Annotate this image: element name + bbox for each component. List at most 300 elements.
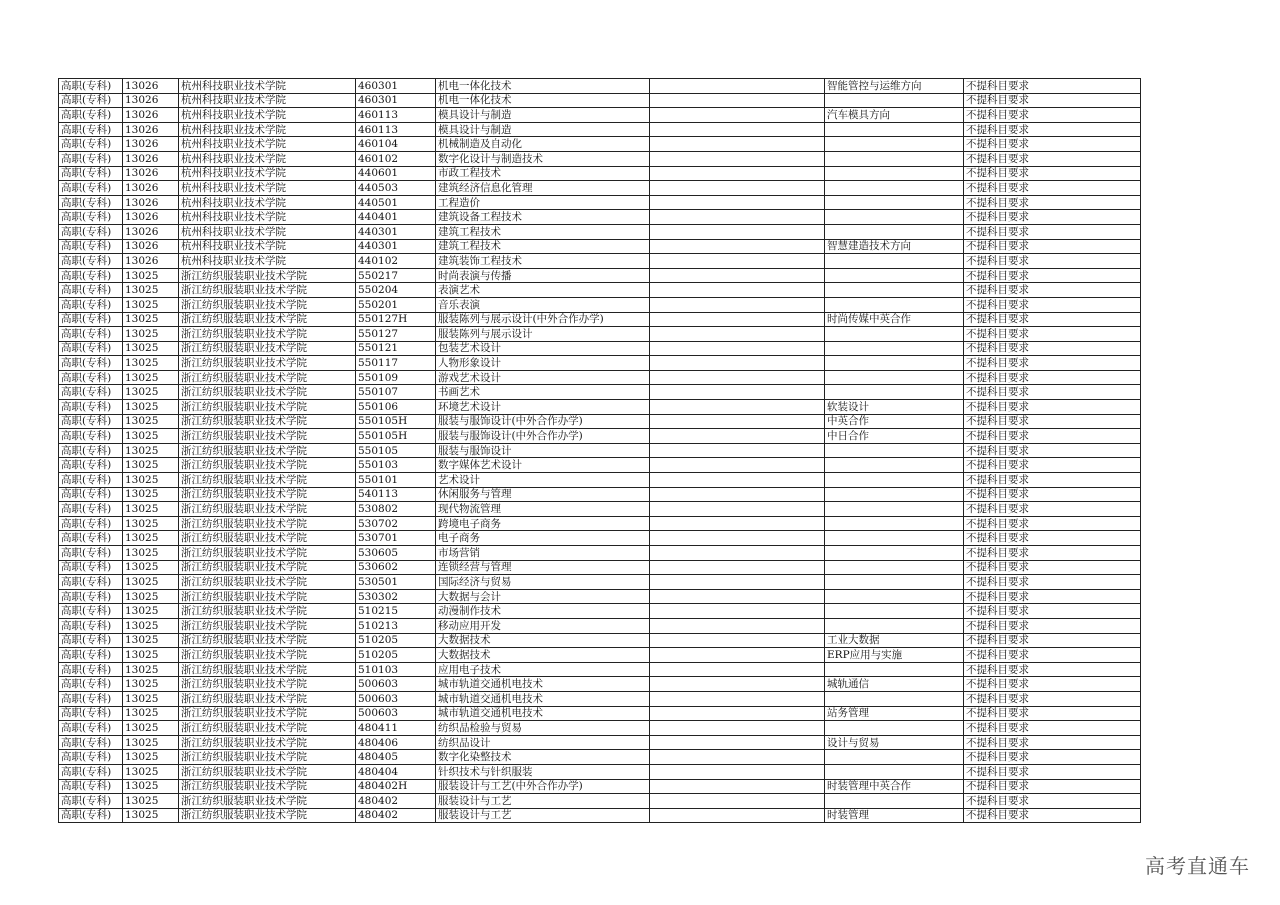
- cell-major-code: 550105H: [356, 429, 436, 444]
- cell-blank: [650, 385, 825, 400]
- cell-level: 高职(专科): [59, 648, 123, 663]
- cell-major-name: 书画艺术: [436, 385, 650, 400]
- cell-direction: [825, 589, 964, 604]
- cell-major-name: 游戏艺术设计: [436, 370, 650, 385]
- table-row: [59, 662, 1141, 677]
- cell-subject-requirement: 不提科目要求: [964, 677, 1141, 692]
- cell-subject-requirement: 不提科目要求: [964, 224, 1141, 239]
- cell-blank: [650, 414, 825, 429]
- table-row: [59, 137, 1141, 152]
- cell-blank: [650, 224, 825, 239]
- cell-level: 高职(专科): [59, 151, 123, 166]
- table-row: [59, 560, 1141, 575]
- cell-direction: [825, 575, 964, 590]
- cell-blank: [650, 400, 825, 415]
- cell-major-name: 大数据与会计: [436, 589, 650, 604]
- cell-major-name: 国际经济与贸易: [436, 575, 650, 590]
- cell-direction: [825, 195, 964, 210]
- watermark-text: 高考直通车: [1145, 854, 1250, 878]
- cell-level: 高职(专科): [59, 385, 123, 400]
- cell-school-name: 浙江纺织服装职业技术学院: [179, 575, 356, 590]
- table-row: [59, 79, 1141, 94]
- cell-subject-requirement: 不提科目要求: [964, 808, 1141, 823]
- cell-major-code: 440503: [356, 181, 436, 196]
- cell-major-code: 530701: [356, 531, 436, 546]
- cell-blank: [650, 297, 825, 312]
- cell-school-code: 13025: [123, 458, 179, 473]
- cell-subject-requirement: 不提科目要求: [964, 779, 1141, 794]
- table-row: [59, 546, 1141, 561]
- cell-major-name: 建筑工程技术: [436, 239, 650, 254]
- cell-subject-requirement: 不提科目要求: [964, 458, 1141, 473]
- cell-school-name: 浙江纺织服装职业技术学院: [179, 283, 356, 298]
- table-row: [59, 166, 1141, 181]
- cell-school-name: 浙江纺织服装职业技术学院: [179, 677, 356, 692]
- cell-school-name: 浙江纺织服装职业技术学院: [179, 516, 356, 531]
- cell-direction: [825, 151, 964, 166]
- cell-level: 高职(专科): [59, 93, 123, 108]
- cell-blank: [650, 370, 825, 385]
- cell-direction: 中日合作: [825, 429, 964, 444]
- cell-major-code: 510205: [356, 633, 436, 648]
- cell-blank: [650, 633, 825, 648]
- cell-direction: 智能管控与运维方向: [825, 79, 964, 94]
- table-row: [59, 122, 1141, 137]
- cell-major-code: 550103: [356, 458, 436, 473]
- cell-major-name: 动漫制作技术: [436, 604, 650, 619]
- cell-major-name: 休闲服务与管理: [436, 487, 650, 502]
- cell-blank: [650, 93, 825, 108]
- cell-blank: [650, 648, 825, 663]
- cell-direction: [825, 604, 964, 619]
- cell-level: 高职(专科): [59, 327, 123, 342]
- cell-school-code: 13025: [123, 487, 179, 502]
- cell-blank: [650, 531, 825, 546]
- cell-subject-requirement: 不提科目要求: [964, 429, 1141, 444]
- cell-school-name: 浙江纺织服装职业技术学院: [179, 648, 356, 663]
- cell-direction: [825, 443, 964, 458]
- cell-major-name: 机电一体化技术: [436, 79, 650, 94]
- cell-level: 高职(专科): [59, 429, 123, 444]
- cell-school-code: 13025: [123, 575, 179, 590]
- cell-school-name: 浙江纺织服装职业技术学院: [179, 297, 356, 312]
- cell-subject-requirement: 不提科目要求: [964, 195, 1141, 210]
- cell-major-code: 550121: [356, 341, 436, 356]
- cell-major-code: 460104: [356, 137, 436, 152]
- cell-blank: [650, 808, 825, 823]
- cell-subject-requirement: 不提科目要求: [964, 312, 1141, 327]
- cell-direction: [825, 166, 964, 181]
- cell-subject-requirement: 不提科目要求: [964, 487, 1141, 502]
- cell-blank: [650, 516, 825, 531]
- table-row: [59, 327, 1141, 342]
- cell-major-code: 550117: [356, 356, 436, 371]
- cell-school-code: 13025: [123, 400, 179, 415]
- cell-level: 高职(专科): [59, 268, 123, 283]
- cell-school-code: 13025: [123, 648, 179, 663]
- cell-level: 高职(专科): [59, 210, 123, 225]
- cell-subject-requirement: 不提科目要求: [964, 750, 1141, 765]
- cell-level: 高职(专科): [59, 735, 123, 750]
- cell-school-code: 13026: [123, 224, 179, 239]
- cell-subject-requirement: 不提科目要求: [964, 210, 1141, 225]
- cell-subject-requirement: 不提科目要求: [964, 79, 1141, 94]
- table-row: [59, 589, 1141, 604]
- cell-school-code: 13026: [123, 93, 179, 108]
- cell-level: 高职(专科): [59, 414, 123, 429]
- table-row: [59, 691, 1141, 706]
- cell-direction: 时装管理中英合作: [825, 779, 964, 794]
- cell-blank: [650, 750, 825, 765]
- cell-blank: [650, 268, 825, 283]
- cell-direction: [825, 560, 964, 575]
- cell-blank: [650, 356, 825, 371]
- table-row: [59, 648, 1141, 663]
- cell-blank: [650, 429, 825, 444]
- cell-major-code: 440401: [356, 210, 436, 225]
- table-row: [59, 429, 1141, 444]
- cell-major-name: 服装陈列与展示设计: [436, 327, 650, 342]
- table-row: [59, 794, 1141, 809]
- cell-major-code: 480402: [356, 794, 436, 809]
- table-row: [59, 239, 1141, 254]
- cell-subject-requirement: 不提科目要求: [964, 414, 1141, 429]
- cell-major-code: 480402: [356, 808, 436, 823]
- cell-school-code: 13025: [123, 429, 179, 444]
- cell-direction: [825, 691, 964, 706]
- cell-major-code: 440301: [356, 224, 436, 239]
- table-row: [59, 297, 1141, 312]
- cell-school-code: 13025: [123, 531, 179, 546]
- cell-blank: [650, 794, 825, 809]
- cell-level: 高职(专科): [59, 546, 123, 561]
- cell-school-name: 浙江纺织服装职业技术学院: [179, 589, 356, 604]
- cell-direction: 工业大数据: [825, 633, 964, 648]
- table-body: [59, 79, 1141, 823]
- cell-major-code: 550109: [356, 370, 436, 385]
- table-row: [59, 531, 1141, 546]
- cell-level: 高职(专科): [59, 195, 123, 210]
- cell-direction: [825, 356, 964, 371]
- cell-direction: [825, 268, 964, 283]
- cell-subject-requirement: 不提科目要求: [964, 93, 1141, 108]
- cell-school-name: 浙江纺织服装职业技术学院: [179, 779, 356, 794]
- cell-major-name: 机电一体化技术: [436, 93, 650, 108]
- cell-major-code: 500603: [356, 691, 436, 706]
- cell-school-name: 杭州科技职业技术学院: [179, 181, 356, 196]
- cell-level: 高职(专科): [59, 166, 123, 181]
- cell-major-name: 数字化染整技术: [436, 750, 650, 765]
- cell-level: 高职(专科): [59, 239, 123, 254]
- cell-major-code: 550107: [356, 385, 436, 400]
- cell-direction: 软装设计: [825, 400, 964, 415]
- cell-school-code: 13025: [123, 633, 179, 648]
- cell-school-code: 13025: [123, 604, 179, 619]
- cell-school-name: 杭州科技职业技术学院: [179, 195, 356, 210]
- cell-blank: [650, 210, 825, 225]
- cell-major-name: 电子商务: [436, 531, 650, 546]
- cell-major-name: 环境艺术设计: [436, 400, 650, 415]
- cell-subject-requirement: 不提科目要求: [964, 735, 1141, 750]
- cell-direction: ERP应用与实施: [825, 648, 964, 663]
- table-row: [59, 283, 1141, 298]
- cell-major-name: 建筑装饰工程技术: [436, 254, 650, 269]
- cell-major-name: 时尚表演与传播: [436, 268, 650, 283]
- cell-subject-requirement: 不提科目要求: [964, 516, 1141, 531]
- cell-level: 高职(专科): [59, 458, 123, 473]
- table-row: [59, 443, 1141, 458]
- cell-school-name: 杭州科技职业技术学院: [179, 166, 356, 181]
- table-row: [59, 312, 1141, 327]
- cell-blank: [650, 473, 825, 488]
- cell-school-code: 13025: [123, 473, 179, 488]
- table-row: [59, 487, 1141, 502]
- cell-school-name: 浙江纺织服装职业技术学院: [179, 560, 356, 575]
- cell-school-name: 浙江纺织服装职业技术学院: [179, 473, 356, 488]
- cell-subject-requirement: 不提科目要求: [964, 443, 1141, 458]
- cell-school-code: 13025: [123, 327, 179, 342]
- cell-school-name: 浙江纺织服装职业技术学院: [179, 618, 356, 633]
- table-row: [59, 764, 1141, 779]
- cell-major-name: 建筑经济信息化管理: [436, 181, 650, 196]
- cell-major-name: 表演艺术: [436, 283, 650, 298]
- table-row: [59, 254, 1141, 269]
- cell-school-name: 浙江纺织服装职业技术学院: [179, 531, 356, 546]
- cell-blank: [650, 108, 825, 123]
- cell-school-code: 13025: [123, 443, 179, 458]
- cell-school-code: 13025: [123, 721, 179, 736]
- cell-major-name: 大数据技术: [436, 633, 650, 648]
- cell-major-name: 机械制造及自动化: [436, 137, 650, 152]
- cell-school-name: 浙江纺织服装职业技术学院: [179, 662, 356, 677]
- cell-subject-requirement: 不提科目要求: [964, 531, 1141, 546]
- cell-blank: [650, 604, 825, 619]
- cell-school-name: 浙江纺织服装职业技术学院: [179, 312, 356, 327]
- table-row: [59, 224, 1141, 239]
- cell-major-code: 510215: [356, 604, 436, 619]
- cell-major-name: 数字媒体艺术设计: [436, 458, 650, 473]
- cell-direction: [825, 750, 964, 765]
- cell-major-code: 510103: [356, 662, 436, 677]
- cell-level: 高职(专科): [59, 297, 123, 312]
- cell-major-name: 纺织品检验与贸易: [436, 721, 650, 736]
- cell-school-name: 浙江纺织服装职业技术学院: [179, 633, 356, 648]
- cell-major-name: 服装与服饰设计: [436, 443, 650, 458]
- cell-major-name: 服装设计与工艺: [436, 808, 650, 823]
- cell-subject-requirement: 不提科目要求: [964, 546, 1141, 561]
- cell-school-code: 13026: [123, 108, 179, 123]
- table-row: [59, 195, 1141, 210]
- cell-school-code: 13026: [123, 181, 179, 196]
- cell-major-code: 460113: [356, 122, 436, 137]
- cell-blank: [650, 735, 825, 750]
- cell-blank: [650, 487, 825, 502]
- cell-direction: [825, 297, 964, 312]
- cell-direction: [825, 137, 964, 152]
- cell-school-code: 13025: [123, 779, 179, 794]
- cell-level: 高职(专科): [59, 254, 123, 269]
- cell-major-name: 移动应用开发: [436, 618, 650, 633]
- cell-level: 高职(专科): [59, 341, 123, 356]
- cell-school-name: 浙江纺织服装职业技术学院: [179, 341, 356, 356]
- cell-level: 高职(专科): [59, 662, 123, 677]
- cell-school-code: 13025: [123, 516, 179, 531]
- cell-subject-requirement: 不提科目要求: [964, 662, 1141, 677]
- cell-major-code: 540113: [356, 487, 436, 502]
- cell-major-code: 500603: [356, 706, 436, 721]
- cell-blank: [650, 443, 825, 458]
- cell-level: 高职(专科): [59, 808, 123, 823]
- table-row: [59, 516, 1141, 531]
- cell-school-name: 浙江纺织服装职业技术学院: [179, 414, 356, 429]
- cell-subject-requirement: 不提科目要求: [964, 108, 1141, 123]
- cell-direction: [825, 370, 964, 385]
- cell-subject-requirement: 不提科目要求: [964, 181, 1141, 196]
- cell-blank: [650, 79, 825, 94]
- cell-school-code: 13026: [123, 79, 179, 94]
- cell-direction: [825, 93, 964, 108]
- cell-major-name: 城市轨道交通机电技术: [436, 691, 650, 706]
- cell-major-name: 城市轨道交通机电技术: [436, 677, 650, 692]
- cell-direction: [825, 283, 964, 298]
- cell-direction: [825, 794, 964, 809]
- cell-school-name: 杭州科技职业技术学院: [179, 254, 356, 269]
- cell-major-name: 艺术设计: [436, 473, 650, 488]
- cell-school-code: 13025: [123, 662, 179, 677]
- cell-blank: [650, 283, 825, 298]
- cell-major-code: 460301: [356, 93, 436, 108]
- table-row: [59, 721, 1141, 736]
- cell-level: 高职(专科): [59, 677, 123, 692]
- cell-school-code: 13025: [123, 297, 179, 312]
- table-row: [59, 210, 1141, 225]
- cell-direction: 站务管理: [825, 706, 964, 721]
- cell-subject-requirement: 不提科目要求: [964, 589, 1141, 604]
- cell-blank: [650, 589, 825, 604]
- cell-level: 高职(专科): [59, 312, 123, 327]
- table-row: [59, 735, 1141, 750]
- cell-school-code: 13025: [123, 808, 179, 823]
- cell-direction: [825, 385, 964, 400]
- cell-school-code: 13026: [123, 137, 179, 152]
- cell-level: 高职(专科): [59, 79, 123, 94]
- cell-major-code: 550105H: [356, 414, 436, 429]
- cell-level: 高职(专科): [59, 443, 123, 458]
- cell-level: 高职(专科): [59, 764, 123, 779]
- cell-major-name: 服装设计与工艺(中外合作办学): [436, 779, 650, 794]
- cell-blank: [650, 721, 825, 736]
- cell-blank: [650, 166, 825, 181]
- cell-school-name: 浙江纺织服装职业技术学院: [179, 764, 356, 779]
- cell-major-code: 480404: [356, 764, 436, 779]
- cell-school-code: 13026: [123, 195, 179, 210]
- cell-blank: [650, 560, 825, 575]
- table-row: [59, 268, 1141, 283]
- cell-major-name: 模具设计与制造: [436, 122, 650, 137]
- table-row: [59, 604, 1141, 619]
- cell-blank: [650, 341, 825, 356]
- cell-major-code: 460301: [356, 79, 436, 94]
- cell-subject-requirement: 不提科目要求: [964, 283, 1141, 298]
- cell-subject-requirement: 不提科目要求: [964, 370, 1141, 385]
- cell-school-code: 13026: [123, 122, 179, 137]
- cell-subject-requirement: 不提科目要求: [964, 706, 1141, 721]
- cell-blank: [650, 195, 825, 210]
- cell-level: 高职(专科): [59, 794, 123, 809]
- cell-blank: [650, 312, 825, 327]
- cell-direction: [825, 254, 964, 269]
- cell-major-name: 包装艺术设计: [436, 341, 650, 356]
- table-row: [59, 458, 1141, 473]
- cell-blank: [650, 575, 825, 590]
- cell-level: 高职(专科): [59, 589, 123, 604]
- cell-school-name: 杭州科技职业技术学院: [179, 79, 356, 94]
- cell-subject-requirement: 不提科目要求: [964, 633, 1141, 648]
- cell-direction: 智慧建造技术方向: [825, 239, 964, 254]
- cell-major-name: 跨境电子商务: [436, 516, 650, 531]
- cell-school-name: 浙江纺织服装职业技术学院: [179, 370, 356, 385]
- cell-major-code: 530802: [356, 502, 436, 517]
- cell-direction: [825, 224, 964, 239]
- cell-school-name: 浙江纺织服装职业技术学院: [179, 327, 356, 342]
- cell-subject-requirement: 不提科目要求: [964, 385, 1141, 400]
- cell-school-code: 13025: [123, 502, 179, 517]
- cell-level: 高职(专科): [59, 618, 123, 633]
- cell-major-name: 针织技术与针织服装: [436, 764, 650, 779]
- cell-level: 高职(专科): [59, 108, 123, 123]
- cell-school-code: 13025: [123, 691, 179, 706]
- cell-direction: [825, 341, 964, 356]
- cell-school-name: 浙江纺织服装职业技术学院: [179, 546, 356, 561]
- cell-school-code: 13025: [123, 268, 179, 283]
- cell-school-code: 13025: [123, 677, 179, 692]
- cell-major-code: 440501: [356, 195, 436, 210]
- cell-major-name: 音乐表演: [436, 297, 650, 312]
- table-row: [59, 414, 1141, 429]
- admission-table: [58, 78, 1141, 823]
- cell-blank: [650, 764, 825, 779]
- cell-school-code: 13026: [123, 166, 179, 181]
- cell-subject-requirement: 不提科目要求: [964, 691, 1141, 706]
- cell-school-name: 浙江纺织服装职业技术学院: [179, 706, 356, 721]
- cell-major-code: 550105: [356, 443, 436, 458]
- cell-direction: [825, 327, 964, 342]
- cell-major-code: 530302: [356, 589, 436, 604]
- table-row: [59, 502, 1141, 517]
- cell-major-name: 服装陈列与展示设计(中外合作办学): [436, 312, 650, 327]
- cell-school-name: 杭州科技职业技术学院: [179, 224, 356, 239]
- cell-major-code: 460113: [356, 108, 436, 123]
- cell-school-name: 杭州科技职业技术学院: [179, 137, 356, 152]
- cell-school-code: 13025: [123, 794, 179, 809]
- table-row: [59, 750, 1141, 765]
- cell-major-code: 480405: [356, 750, 436, 765]
- cell-blank: [650, 239, 825, 254]
- cell-major-code: 460102: [356, 151, 436, 166]
- cell-blank: [650, 181, 825, 196]
- cell-direction: [825, 662, 964, 677]
- cell-blank: [650, 706, 825, 721]
- cell-school-code: 13025: [123, 764, 179, 779]
- cell-school-code: 13025: [123, 356, 179, 371]
- cell-school-name: 杭州科技职业技术学院: [179, 108, 356, 123]
- cell-school-name: 浙江纺织服装职业技术学院: [179, 808, 356, 823]
- cell-subject-requirement: 不提科目要求: [964, 137, 1141, 152]
- cell-blank: [650, 122, 825, 137]
- cell-level: 高职(专科): [59, 224, 123, 239]
- cell-school-name: 浙江纺织服装职业技术学院: [179, 385, 356, 400]
- cell-blank: [650, 546, 825, 561]
